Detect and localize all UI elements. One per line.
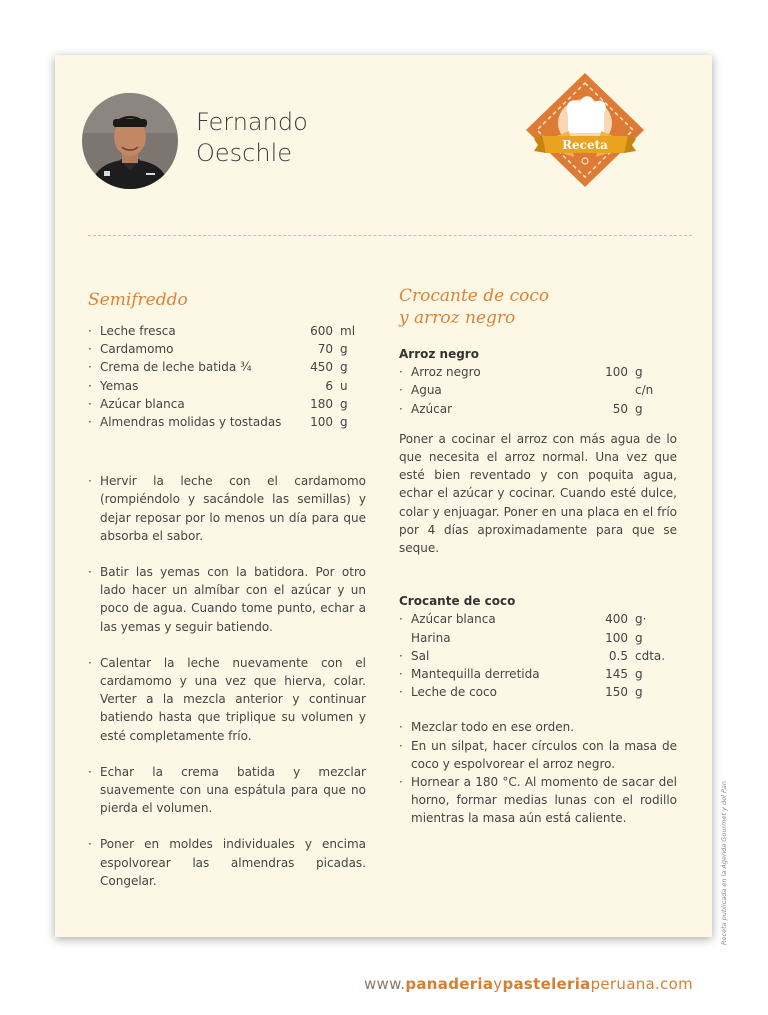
chef-photo: [82, 93, 178, 189]
ingredient-row: · Leche fresca 600 ml: [88, 324, 356, 338]
arroz-negro-subtitle: Arroz negro: [399, 347, 479, 361]
ingredient-row: · Sal 0.5 cdta.: [399, 648, 666, 663]
semifreddo-column: [88, 289, 366, 908]
crocante-subtitle: Crocante de coco: [399, 594, 516, 609]
ingredient-row: · Yemas 6 u: [88, 378, 348, 393]
recipe-badge-logo: [524, 71, 646, 189]
semifreddo-ingredients: [88, 322, 366, 431]
badge-label: Receta: [562, 138, 608, 152]
crocante-ingredients: [399, 610, 677, 701]
step-item: · Hornear a 180 °C. Al momento de sacar del horno, formar medias lunas con el rodillo mientras la masa aún está caliente.: [399, 774, 677, 826]
crocante-steps: [399, 718, 677, 827]
ingredient-row: · Azúcar 50 g: [399, 401, 643, 416]
ingredient-row: Harina 100 g: [411, 630, 643, 645]
step-item: · Hervir la leche con el cardamomo (rompiéndolo y sacándole las semillas) y dejar reposar por lo menos un día para que absorba el sabor.: [88, 474, 366, 543]
chef-last-name: Oeschle: [196, 139, 292, 167]
ingredient-row: · Azúcar blanca 180 g: [88, 396, 348, 411]
chef-name: [196, 107, 308, 169]
step-item: · Poner en moldes individuales y encima espolvorear las almendras picadas. Congelar.: [88, 837, 366, 888]
step-item: · Batir las yemas con la batidora. Por otro lado hacer un almíbar con el azúcar y un poco de agua. Cuando tome punto, echar a las yemas y seguir batiendo.: [88, 564, 366, 634]
ingredient-row: · Crema de leche batida ¾ 450 g: [88, 360, 348, 375]
chef-avatar: [82, 93, 178, 189]
chef-first-name: Fernando: [196, 108, 308, 136]
footer-website-link[interactable]: www.panaderiaypasteleriaperuana.com: [363, 975, 693, 993]
semifreddo-steps: [88, 472, 366, 890]
crocante-title: Crocante de coco y arroz negro: [399, 286, 550, 328]
ingredient-row: · Mantequilla derretida 145 g: [399, 666, 643, 681]
ingredient-row: · Almendras molidas y tostadas 100 g: [88, 414, 348, 429]
step-item: · Echar la crema batida y mezclar suavemente con una espátula para que no pierda el volumen.: [88, 764, 366, 816]
step-item: · En un silpat, hacer círculos con la masa de coco y espolvorear el arroz negro.: [399, 738, 677, 771]
ingredient-row: · Leche de coco 150 g: [399, 685, 643, 700]
ingredient-row: · Arroz negro 100 g: [399, 365, 643, 380]
step-item: · Mezclar todo en ese orden.: [399, 720, 575, 735]
step-item: · Calentar la leche nuevamente con el cardamomo y una vez que hierva, colar. Verter a la mezcla anterior y continuar batiendo hasta que triplique su volumen y esté completamente frío.: [88, 655, 366, 743]
ingredient-row: · Azúcar blanca 400 g·: [399, 612, 647, 627]
semifreddo-title: Semifreddo: [88, 290, 188, 310]
recipe-card: [55, 55, 712, 937]
arroz-negro-instructions: Poner a cocinar el arroz con más agua de lo que necesita el arroz normal. Una vez que esté bien reventado y con poquita agua, echar el azúcar y cocinar. Cuando esté dulce, colar y enjuagar. Poner en una placa en el frío por 4 días aproximadamente para que se seque.: [399, 431, 677, 555]
header-divider: [88, 235, 692, 236]
ingredient-row: · Agua c/n: [399, 383, 654, 398]
crocante-column: [399, 285, 677, 828]
arroz-negro-ingredients: [399, 363, 677, 418]
publication-note: Receta publicada en la Agenda Gourmet y del Pan: [720, 781, 728, 945]
ingredient-row: · Cardamomo 70 g: [88, 342, 348, 357]
